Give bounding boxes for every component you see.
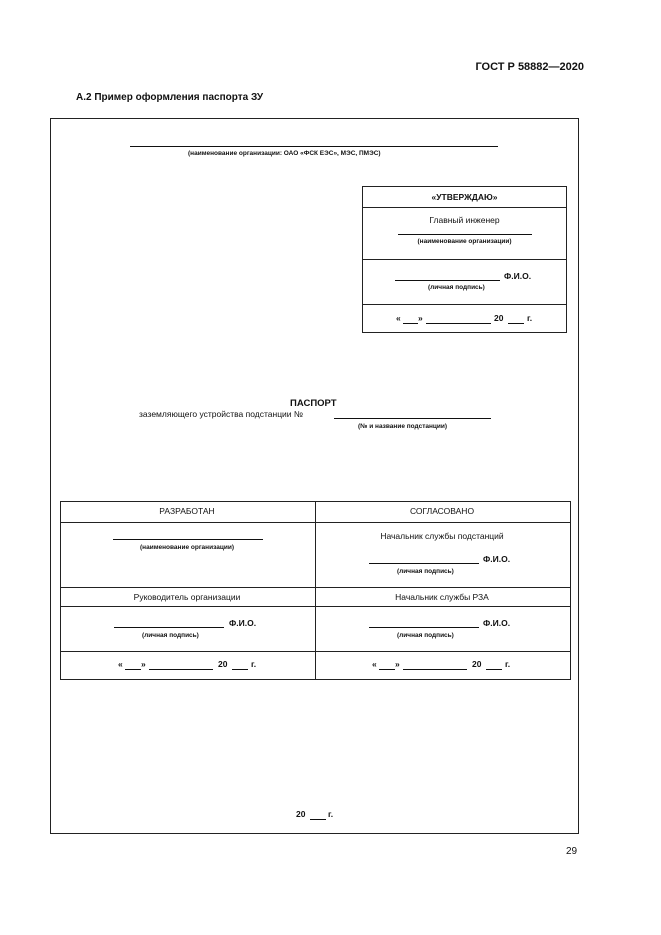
right-signature-line-2 (369, 627, 479, 628)
right-year-line (486, 669, 502, 670)
org-caption: (наименование организации: ОАО «ФСК ЕЭС», МЭС, ПМЭС) (188, 150, 381, 157)
approval-year-line (508, 323, 524, 324)
passport-subtitle: заземляющего устройства подстанции № (139, 409, 304, 419)
left-date-open: « (118, 659, 123, 669)
right-signature-caption-1: (личная подпись) (397, 568, 454, 575)
footer-year-line (310, 819, 326, 820)
left-org-caption: (наименование организации) (140, 544, 234, 551)
left-day-line (125, 669, 141, 670)
right-year-prefix: 20 (472, 659, 482, 669)
approval-year-suffix: г. (527, 313, 533, 323)
approval-date-open: « (396, 313, 401, 323)
table-divider-3 (61, 606, 570, 607)
approval-title: «УТВЕРЖДАЮ» (431, 192, 498, 202)
left-position-2: Руководитель организации (133, 592, 241, 602)
approval-month-line (426, 323, 491, 324)
approval-fio: Ф.И.О. (504, 271, 532, 281)
approval-org-line (398, 234, 532, 235)
table-divider-1 (61, 522, 570, 523)
standard-code: ГОСТ Р 58882—2020 (475, 61, 584, 73)
approval-day-line (403, 323, 418, 324)
left-year-suffix: г. (251, 659, 257, 669)
left-date-close: » (141, 659, 146, 669)
left-fio-2: Ф.И.О. (229, 618, 257, 628)
right-year-suffix: г. (505, 659, 511, 669)
approval-divider-3 (363, 304, 566, 305)
left-year-line (232, 669, 248, 670)
right-day-line (379, 669, 395, 670)
right-signature-line-1 (369, 563, 479, 564)
footer-year-prefix: 20 (296, 809, 306, 819)
approval-year-prefix: 20 (494, 313, 504, 323)
approval-divider-1 (363, 207, 566, 208)
right-position-1: Начальник службы подстанций (380, 531, 504, 541)
left-org-line (113, 539, 263, 540)
right-month-line (403, 669, 467, 670)
approval-signature-caption: (личная подпись) (428, 284, 485, 291)
right-date-close: » (395, 659, 400, 669)
passport-title: ПАСПОРТ (290, 398, 337, 409)
right-date-open: « (372, 659, 377, 669)
approval-signature-line (395, 280, 500, 281)
section-title: А.2 Пример оформления паспорта ЗУ (76, 92, 264, 103)
approval-position: Главный инженер (429, 215, 500, 225)
table-divider-2 (61, 587, 570, 588)
table-vertical-divider (315, 502, 316, 679)
table-header-developed: РАЗРАБОТАН (159, 506, 215, 516)
signature-table (60, 501, 571, 680)
left-signature-caption-2: (личная подпись) (142, 632, 199, 639)
right-position-2: Начальник службы РЗА (395, 592, 489, 602)
approval-date-close: » (418, 313, 423, 323)
passport-number-caption: (№ и название подстанции) (358, 423, 448, 430)
footer-year-suffix: г. (328, 809, 334, 819)
table-divider-4 (61, 651, 570, 652)
page-number: 29 (566, 846, 578, 857)
left-month-line (149, 669, 213, 670)
approval-box (362, 186, 567, 333)
right-fio-2: Ф.И.О. (483, 618, 511, 628)
passport-number-line (334, 418, 491, 419)
approval-divider-2 (363, 259, 566, 260)
right-fio-1: Ф.И.О. (483, 554, 511, 564)
org-line (130, 146, 498, 147)
left-year-prefix: 20 (218, 659, 228, 669)
right-signature-caption-2: (личная подпись) (397, 632, 454, 639)
table-header-agreed: СОГЛАСОВАНО (409, 506, 475, 516)
approval-org-caption: (наименование организации) (417, 238, 512, 245)
left-signature-line-2 (114, 627, 224, 628)
